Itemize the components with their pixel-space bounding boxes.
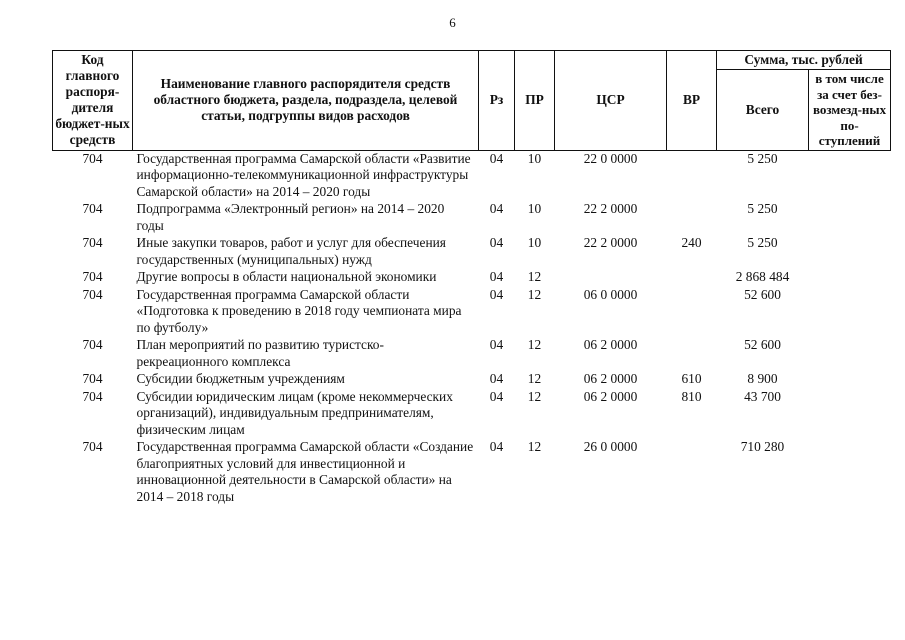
cell-code: 704 (82, 269, 103, 284)
cell-csr: 06 2 0000 (583, 388, 638, 404)
cell-pr: 12 (527, 371, 542, 386)
cell-total: 43 700 (744, 388, 781, 404)
cell-name: Субсидии юридическим лицам (кроме некоммерческих организаций), индивидуальным предпринимателям, физическим лицам (136, 388, 453, 437)
cell-grants (809, 439, 891, 506)
header-csr: ЦСР (555, 51, 667, 151)
cell-rz: 04 (489, 269, 504, 284)
cell-rz: 04 (489, 235, 504, 250)
cell-rz: 04 (489, 371, 504, 386)
cell-csr: 06 0 0000 (583, 286, 638, 302)
cell-name: Государственная программа Самарской области «Подготовка к проведению в 2018 году чемпионата мира по футболу» (136, 286, 462, 335)
table-row (53, 389, 891, 440)
cell-total: 710 280 (740, 439, 785, 454)
cell-csr: 22 0 0000 (583, 150, 638, 166)
header-vr: ВР (667, 51, 717, 151)
cell-pr: 12 (527, 388, 542, 404)
table-row (53, 439, 891, 506)
cell-total: 52 600 (744, 337, 781, 352)
cell-code: 704 (82, 371, 103, 386)
cell-csr (555, 269, 667, 287)
cell-vr (667, 201, 717, 235)
cell-grants (809, 150, 891, 201)
cell-rz: 04 (489, 439, 504, 454)
table-row (53, 235, 891, 269)
cell-name: Иные закупки товаров, работ и услуг для обеспечения государственных (муниципальных) нужд (136, 235, 446, 267)
cell-rz: 04 (489, 150, 504, 166)
cell-grants (809, 287, 891, 338)
cell-total: 52 600 (744, 286, 781, 302)
table-row (53, 150, 891, 201)
header-name: Наименование главного распорядителя средств областного бюджета, раздела, подраздела, целевой статьи, подгруппы видов расходов (133, 51, 479, 151)
table-row (53, 201, 891, 235)
cell-vr (667, 439, 717, 506)
cell-vr: 810 (681, 388, 702, 404)
cell-code: 704 (82, 337, 103, 352)
cell-csr: 22 2 0000 (583, 201, 638, 216)
cell-pr: 12 (527, 269, 542, 284)
budget-table (52, 50, 891, 506)
cell-vr (667, 150, 717, 201)
cell-total: 8 900 (747, 371, 778, 386)
cell-name: Субсидии бюджетным учреждениям (136, 371, 345, 386)
header-rz: Рз (479, 51, 515, 151)
cell-code: 704 (82, 201, 103, 216)
cell-pr: 12 (527, 286, 542, 302)
cell-rz: 04 (489, 337, 504, 352)
cell-total: 2 868 484 (735, 269, 790, 284)
cell-rz: 04 (489, 286, 504, 302)
cell-rz: 04 (489, 201, 504, 216)
cell-vr (667, 287, 717, 338)
cell-vr (667, 269, 717, 287)
cell-vr: 240 (681, 235, 702, 250)
header-grants: в том числе за счет без-возмезд-ных по-ступлений (809, 70, 891, 151)
header-total: Всего (717, 70, 809, 151)
cell-grants (809, 235, 891, 269)
cell-code: 704 (82, 286, 103, 302)
cell-grants (809, 389, 891, 440)
cell-pr: 10 (527, 150, 542, 166)
header-sum-group: Сумма, тыс. рублей (717, 51, 891, 70)
cell-grants (809, 371, 891, 389)
header-code: Код главного распоря-дителя бюджет-ных средств (53, 51, 133, 151)
table-row (53, 371, 891, 389)
cell-name: Государственная программа Самарской области «Развитие информационно-телекоммуникационной инфраструктуры Самарской области» на 2014 – 2020 годы (136, 150, 471, 199)
cell-code: 704 (82, 439, 103, 454)
cell-csr: 26 0 0000 (583, 439, 638, 454)
cell-name: План мероприятий по развитию туристско-рекреационного комплекса (136, 337, 384, 369)
cell-csr: 06 2 0000 (583, 371, 638, 386)
cell-pr: 12 (527, 439, 542, 454)
cell-code: 704 (82, 388, 103, 404)
cell-vr (667, 337, 717, 371)
cell-name: Другие вопросы в области национальной экономики (136, 269, 437, 284)
cell-csr: 22 2 0000 (583, 235, 638, 250)
cell-grants (809, 337, 891, 371)
cell-pr: 12 (527, 337, 542, 352)
table-row (53, 269, 891, 287)
header-pr: ПР (515, 51, 555, 151)
cell-total: 5 250 (747, 235, 778, 250)
cell-code: 704 (82, 150, 103, 166)
table-row (53, 287, 891, 338)
table-header-row (53, 51, 891, 70)
table-row (53, 337, 891, 371)
cell-pr: 10 (527, 201, 542, 216)
cell-rz: 04 (489, 388, 504, 404)
cell-vr: 610 (681, 371, 702, 386)
page-number: 6 (449, 15, 456, 30)
cell-name: Подпрограмма «Электронный регион» на 2014 – 2020 годы (136, 201, 445, 233)
cell-grants (809, 201, 891, 235)
cell-grants (809, 269, 891, 287)
cell-pr: 10 (527, 235, 542, 250)
cell-name: Государственная программа Самарской области «Создание благоприятных условий для инвестиционной и инновационной деятельности в Самарской области» на 2014 – 2018 годы (136, 439, 474, 504)
cell-total: 5 250 (747, 201, 778, 216)
table-body (53, 150, 891, 506)
cell-total: 5 250 (747, 150, 778, 166)
cell-csr: 06 2 0000 (583, 337, 638, 352)
cell-code: 704 (82, 235, 103, 250)
